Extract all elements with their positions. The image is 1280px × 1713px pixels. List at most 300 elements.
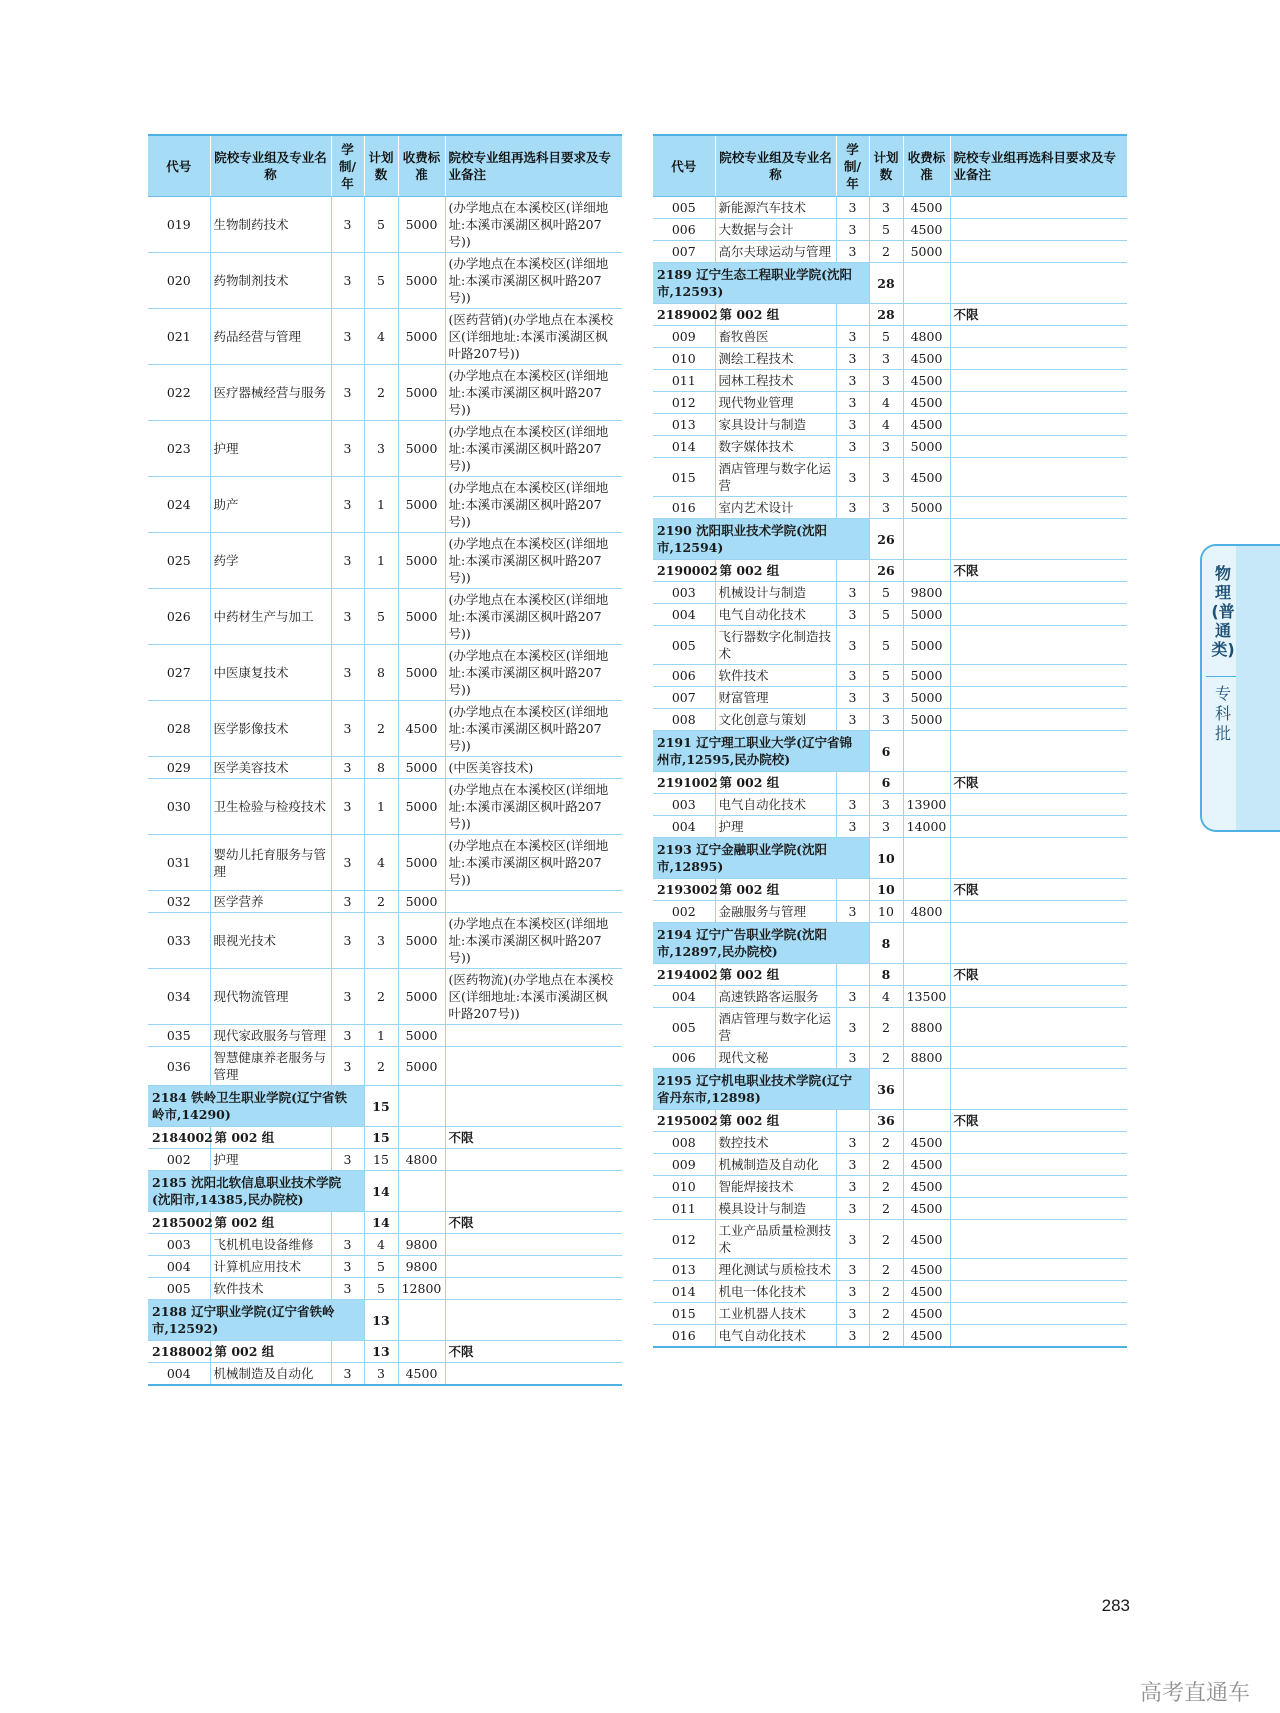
plan-count: 3 bbox=[364, 913, 398, 969]
tuition-fee: 5000 bbox=[903, 687, 950, 709]
empty-cell bbox=[903, 731, 950, 772]
table-row bbox=[148, 533, 622, 589]
major-code: 003 bbox=[148, 1234, 210, 1256]
study-years: 3 bbox=[836, 1259, 869, 1281]
study-years: 3 bbox=[331, 1278, 364, 1300]
empty-cell bbox=[445, 1086, 622, 1127]
major-code: 005 bbox=[653, 197, 715, 219]
major-code: 011 bbox=[653, 370, 715, 392]
table-row bbox=[653, 709, 1127, 731]
major-name: 药品经营与管理 bbox=[210, 309, 331, 365]
subject-requirement: 不限 bbox=[445, 1127, 622, 1149]
study-years: 3 bbox=[836, 1008, 869, 1047]
plan-count: 2 bbox=[869, 1198, 903, 1220]
major-name: 护理 bbox=[715, 816, 836, 838]
plan-count: 5 bbox=[364, 253, 398, 309]
major-code: 027 bbox=[148, 645, 210, 701]
tuition-fee: 4500 bbox=[903, 1325, 950, 1348]
major-code: 011 bbox=[653, 1198, 715, 1220]
group-name: 第 002 组 bbox=[715, 772, 836, 794]
major-note bbox=[950, 1325, 1127, 1348]
school-row bbox=[148, 1171, 622, 1212]
plan-count: 10 bbox=[869, 901, 903, 923]
major-note bbox=[950, 1281, 1127, 1303]
study-years: 3 bbox=[836, 1325, 869, 1348]
tuition-fee: 4500 bbox=[903, 1198, 950, 1220]
school-row bbox=[148, 1086, 622, 1127]
major-note bbox=[950, 1008, 1127, 1047]
major-note: (办学地点在本溪校区(详细地址:本溪市溪湖区枫叶路207号)) bbox=[445, 589, 622, 645]
major-name: 酒店管理与数字化运营 bbox=[715, 1008, 836, 1047]
group-row bbox=[148, 1341, 622, 1363]
major-code: 023 bbox=[148, 421, 210, 477]
study-years: 3 bbox=[331, 913, 364, 969]
plan-count: 8 bbox=[869, 964, 903, 986]
study-years: 3 bbox=[836, 219, 869, 241]
major-note bbox=[445, 891, 622, 913]
empty-cell bbox=[950, 838, 1127, 879]
empty-cell bbox=[903, 519, 950, 560]
empty-cell bbox=[398, 1212, 445, 1234]
major-code: 005 bbox=[653, 626, 715, 665]
plan-count: 5 bbox=[869, 582, 903, 604]
major-note: (中医美容技术) bbox=[445, 757, 622, 779]
major-note: (办学地点在本溪校区(详细地址:本溪市溪湖区枫叶路207号)) bbox=[445, 477, 622, 533]
major-note bbox=[950, 709, 1127, 731]
major-code: 032 bbox=[148, 891, 210, 913]
major-code: 024 bbox=[148, 477, 210, 533]
plan-count: 2 bbox=[364, 969, 398, 1025]
watermark-text: 高考直通车 bbox=[1139, 1681, 1250, 1706]
study-years: 3 bbox=[836, 197, 869, 219]
empty-cell bbox=[950, 519, 1127, 560]
side-tab-band bbox=[1236, 546, 1280, 830]
study-years: 3 bbox=[331, 253, 364, 309]
col-header-years: 学制/年 bbox=[331, 135, 364, 197]
subject-requirement: 不限 bbox=[445, 1341, 622, 1363]
major-name: 工业机器人技术 bbox=[715, 1303, 836, 1325]
empty-cell bbox=[950, 923, 1127, 964]
empty-cell bbox=[950, 263, 1127, 304]
plan-count: 2 bbox=[869, 1176, 903, 1198]
plan-count: 28 bbox=[869, 304, 903, 326]
tuition-fee: 4800 bbox=[398, 1149, 445, 1171]
table-row bbox=[148, 477, 622, 533]
table-row bbox=[653, 1259, 1127, 1281]
plan-count: 2 bbox=[869, 1325, 903, 1348]
plan-count: 36 bbox=[869, 1110, 903, 1132]
major-name: 软件技术 bbox=[715, 665, 836, 687]
tuition-fee: 4500 bbox=[903, 219, 950, 241]
plan-count: 3 bbox=[869, 370, 903, 392]
major-name: 助产 bbox=[210, 477, 331, 533]
major-note: (办学地点在本溪校区(详细地址:本溪市溪湖区枫叶路207号)) bbox=[445, 197, 622, 253]
tuition-fee: 4500 bbox=[903, 1176, 950, 1198]
group-row bbox=[653, 772, 1127, 794]
study-years: 3 bbox=[836, 604, 869, 626]
empty-cell bbox=[903, 964, 950, 986]
major-name: 高尔夫球运动与管理 bbox=[715, 241, 836, 263]
group-code: 2193002 bbox=[653, 879, 715, 901]
plan-count: 14 bbox=[364, 1212, 398, 1234]
plan-count: 4 bbox=[869, 986, 903, 1008]
major-name: 数控技术 bbox=[715, 1132, 836, 1154]
major-code: 005 bbox=[653, 1008, 715, 1047]
table-row bbox=[148, 757, 622, 779]
study-years: 3 bbox=[836, 414, 869, 436]
table-row bbox=[653, 370, 1127, 392]
tuition-fee: 4800 bbox=[903, 326, 950, 348]
major-code: 009 bbox=[653, 326, 715, 348]
major-name: 中医康复技术 bbox=[210, 645, 331, 701]
plan-count: 3 bbox=[869, 348, 903, 370]
tuition-fee: 9800 bbox=[903, 582, 950, 604]
plan-count: 5 bbox=[869, 626, 903, 665]
school-name: 2185 沈阳北软信息职业技术学院(沈阳市,14385,民办院校) bbox=[148, 1171, 364, 1212]
school-name: 2184 铁岭卫生职业学院(辽宁省铁岭市,14290) bbox=[148, 1086, 364, 1127]
tuition-fee: 9800 bbox=[398, 1234, 445, 1256]
major-name: 飞行器数字化制造技术 bbox=[715, 626, 836, 665]
major-note bbox=[445, 1149, 622, 1171]
major-note bbox=[950, 414, 1127, 436]
major-note bbox=[950, 436, 1127, 458]
major-code: 016 bbox=[653, 497, 715, 519]
major-code: 019 bbox=[148, 197, 210, 253]
study-years: 3 bbox=[836, 1154, 869, 1176]
group-name: 第 002 组 bbox=[210, 1127, 331, 1149]
major-code: 004 bbox=[653, 816, 715, 838]
study-years: 3 bbox=[836, 436, 869, 458]
major-name: 室内艺术设计 bbox=[715, 497, 836, 519]
major-note: (办学地点在本溪校区(详细地址:本溪市溪湖区枫叶路207号)) bbox=[445, 835, 622, 891]
major-code: 034 bbox=[148, 969, 210, 1025]
major-code: 035 bbox=[148, 1025, 210, 1047]
tuition-fee: 4500 bbox=[903, 1259, 950, 1281]
subject-requirement: 不限 bbox=[950, 772, 1127, 794]
study-years: 3 bbox=[836, 348, 869, 370]
major-code: 002 bbox=[148, 1149, 210, 1171]
empty-cell bbox=[398, 1341, 445, 1363]
plan-count: 15 bbox=[364, 1149, 398, 1171]
major-note bbox=[950, 582, 1127, 604]
major-code: 025 bbox=[148, 533, 210, 589]
major-note bbox=[950, 241, 1127, 263]
tuition-fee: 13500 bbox=[903, 986, 950, 1008]
subject-requirement: 不限 bbox=[950, 964, 1127, 986]
plan-count: 2 bbox=[869, 1281, 903, 1303]
table-row bbox=[148, 1278, 622, 1300]
study-years: 3 bbox=[836, 392, 869, 414]
tuition-fee: 5000 bbox=[398, 309, 445, 365]
col-header-name: 院校专业组及专业名称 bbox=[210, 135, 331, 197]
tuition-fee: 13900 bbox=[903, 794, 950, 816]
table-header-row bbox=[653, 135, 1127, 197]
study-years: 3 bbox=[331, 309, 364, 365]
major-note bbox=[950, 626, 1127, 665]
empty-cell bbox=[445, 1300, 622, 1341]
major-name: 飞机机电设备维修 bbox=[210, 1234, 331, 1256]
major-name: 金融服务与管理 bbox=[715, 901, 836, 923]
table-row bbox=[148, 309, 622, 365]
study-years: 3 bbox=[836, 1198, 869, 1220]
plan-count: 1 bbox=[364, 533, 398, 589]
major-name: 酒店管理与数字化运营 bbox=[715, 458, 836, 497]
plan-count: 2 bbox=[364, 365, 398, 421]
school-name: 2188 辽宁职业学院(辽宁省铁岭市,12592) bbox=[148, 1300, 364, 1341]
tuition-fee: 5000 bbox=[398, 533, 445, 589]
major-name: 新能源汽车技术 bbox=[715, 197, 836, 219]
major-code: 008 bbox=[653, 1132, 715, 1154]
group-row bbox=[653, 879, 1127, 901]
major-note bbox=[950, 1198, 1127, 1220]
study-years: 3 bbox=[331, 1149, 364, 1171]
table-row bbox=[653, 1176, 1127, 1198]
tuition-fee: 14000 bbox=[903, 816, 950, 838]
empty-cell bbox=[903, 304, 950, 326]
study-years: 3 bbox=[331, 197, 364, 253]
page-number: 283 bbox=[1101, 1596, 1130, 1615]
table-row bbox=[653, 901, 1127, 923]
empty-cell bbox=[836, 772, 869, 794]
table-row bbox=[148, 1363, 622, 1386]
table-row bbox=[653, 1154, 1127, 1176]
tuition-fee: 4500 bbox=[903, 197, 950, 219]
major-code: 003 bbox=[653, 794, 715, 816]
table-row bbox=[653, 687, 1127, 709]
table-row bbox=[148, 835, 622, 891]
col-header-fee: 收费标准 bbox=[903, 135, 950, 197]
major-name: 计算机应用技术 bbox=[210, 1256, 331, 1278]
table-row bbox=[653, 604, 1127, 626]
school-row bbox=[653, 519, 1127, 560]
table-row bbox=[653, 986, 1127, 1008]
major-name: 电气自动化技术 bbox=[715, 794, 836, 816]
major-code: 014 bbox=[653, 436, 715, 458]
school-name: 2194 辽宁广告职业学院(沈阳市,12897,民办院校) bbox=[653, 923, 869, 964]
plan-count: 5 bbox=[869, 604, 903, 626]
plan-count: 8 bbox=[364, 645, 398, 701]
plan-count: 1 bbox=[364, 1025, 398, 1047]
tuition-fee: 5000 bbox=[398, 253, 445, 309]
plan-count: 26 bbox=[869, 560, 903, 582]
study-years: 3 bbox=[331, 477, 364, 533]
tuition-fee: 5000 bbox=[398, 969, 445, 1025]
major-code: 015 bbox=[653, 1303, 715, 1325]
major-note: (办学地点在本溪校区(详细地址:本溪市溪湖区枫叶路207号)) bbox=[445, 645, 622, 701]
plan-count: 1 bbox=[364, 477, 398, 533]
plan-count: 2 bbox=[364, 1047, 398, 1086]
major-name: 软件技术 bbox=[210, 1278, 331, 1300]
plan-count: 6 bbox=[869, 772, 903, 794]
group-name: 第 002 组 bbox=[210, 1212, 331, 1234]
major-name: 模具设计与制造 bbox=[715, 1198, 836, 1220]
empty-cell bbox=[903, 879, 950, 901]
table-row bbox=[148, 253, 622, 309]
major-code: 004 bbox=[653, 604, 715, 626]
major-note bbox=[445, 1278, 622, 1300]
major-note bbox=[950, 392, 1127, 414]
table-row bbox=[653, 348, 1127, 370]
tuition-fee: 8800 bbox=[903, 1047, 950, 1069]
admission-table-left bbox=[148, 134, 622, 1386]
empty-cell bbox=[903, 1110, 950, 1132]
plan-count: 3 bbox=[364, 1363, 398, 1386]
group-name: 第 002 组 bbox=[210, 1341, 331, 1363]
study-years: 3 bbox=[836, 1281, 869, 1303]
empty-cell bbox=[836, 1110, 869, 1132]
study-years: 3 bbox=[836, 794, 869, 816]
plan-count: 3 bbox=[869, 709, 903, 731]
tuition-fee: 12800 bbox=[398, 1278, 445, 1300]
plan-count: 5 bbox=[869, 326, 903, 348]
study-years: 3 bbox=[331, 757, 364, 779]
plan-count: 2 bbox=[364, 891, 398, 913]
table-row bbox=[653, 1047, 1127, 1069]
major-note bbox=[950, 1220, 1127, 1259]
table-row bbox=[653, 1008, 1127, 1047]
col-header-requirements: 院校专业组再选科目要求及专业备注 bbox=[950, 135, 1127, 197]
major-name: 机械制造及自动化 bbox=[715, 1154, 836, 1176]
plan-count: 3 bbox=[869, 816, 903, 838]
table-row bbox=[653, 1281, 1127, 1303]
study-years: 3 bbox=[836, 986, 869, 1008]
major-name: 婴幼儿托育服务与管理 bbox=[210, 835, 331, 891]
tuition-fee: 5000 bbox=[398, 645, 445, 701]
major-name: 财富管理 bbox=[715, 687, 836, 709]
empty-cell bbox=[445, 1171, 622, 1212]
table-row bbox=[653, 392, 1127, 414]
study-years: 3 bbox=[331, 1256, 364, 1278]
school-name: 2193 辽宁金融职业学院(沈阳市,12895) bbox=[653, 838, 869, 879]
study-years: 3 bbox=[836, 816, 869, 838]
plan-count: 1 bbox=[364, 779, 398, 835]
table-row bbox=[653, 1132, 1127, 1154]
plan-count: 5 bbox=[364, 1278, 398, 1300]
study-years: 3 bbox=[836, 497, 869, 519]
major-code: 009 bbox=[653, 1154, 715, 1176]
school-row bbox=[653, 731, 1127, 772]
col-header-plan: 计划数 bbox=[869, 135, 903, 197]
empty-cell bbox=[398, 1127, 445, 1149]
major-code: 007 bbox=[653, 687, 715, 709]
plan-count: 2 bbox=[869, 241, 903, 263]
study-years: 3 bbox=[331, 835, 364, 891]
study-years: 3 bbox=[331, 969, 364, 1025]
plan-count: 4 bbox=[869, 414, 903, 436]
study-years: 3 bbox=[331, 421, 364, 477]
major-code: 031 bbox=[148, 835, 210, 891]
major-code: 007 bbox=[653, 241, 715, 263]
major-note: (办学地点在本溪校区(详细地址:本溪市溪湖区枫叶路207号)) bbox=[445, 253, 622, 309]
tuition-fee: 8800 bbox=[903, 1008, 950, 1047]
major-name: 卫生检验与检疫技术 bbox=[210, 779, 331, 835]
subject-requirement: 不限 bbox=[950, 879, 1127, 901]
col-header-years: 学制/年 bbox=[836, 135, 869, 197]
major-note bbox=[950, 497, 1127, 519]
tuition-fee: 5000 bbox=[903, 709, 950, 731]
major-name: 园林工程技术 bbox=[715, 370, 836, 392]
major-code: 004 bbox=[148, 1363, 210, 1386]
col-header-requirements: 院校专业组再选科目要求及专业备注 bbox=[445, 135, 622, 197]
major-code: 012 bbox=[653, 392, 715, 414]
plan-count: 2 bbox=[364, 701, 398, 757]
tuition-fee: 5000 bbox=[398, 365, 445, 421]
major-code: 014 bbox=[653, 1281, 715, 1303]
tuition-fee: 5000 bbox=[398, 1025, 445, 1047]
tuition-fee: 4500 bbox=[903, 370, 950, 392]
plan-count: 2 bbox=[869, 1303, 903, 1325]
study-years: 3 bbox=[331, 365, 364, 421]
plan-count: 3 bbox=[869, 497, 903, 519]
group-code: 2190002 bbox=[653, 560, 715, 582]
major-code: 006 bbox=[653, 665, 715, 687]
major-code: 002 bbox=[653, 901, 715, 923]
major-note bbox=[950, 1154, 1127, 1176]
group-code: 2185002 bbox=[148, 1212, 210, 1234]
tuition-fee: 5000 bbox=[398, 757, 445, 779]
table-row bbox=[653, 582, 1127, 604]
school-row bbox=[653, 923, 1127, 964]
plan-count: 26 bbox=[869, 519, 903, 560]
tuition-fee: 5000 bbox=[398, 891, 445, 913]
table-row bbox=[653, 626, 1127, 665]
table-row bbox=[653, 794, 1127, 816]
major-name: 药物制剂技术 bbox=[210, 253, 331, 309]
study-years: 3 bbox=[331, 1025, 364, 1047]
plan-count: 8 bbox=[364, 757, 398, 779]
major-note bbox=[950, 458, 1127, 497]
major-code: 006 bbox=[653, 1047, 715, 1069]
study-years: 3 bbox=[331, 533, 364, 589]
empty-cell bbox=[950, 1069, 1127, 1110]
major-name: 电气自动化技术 bbox=[715, 604, 836, 626]
major-name: 护理 bbox=[210, 421, 331, 477]
empty-cell bbox=[836, 304, 869, 326]
school-row bbox=[653, 1069, 1127, 1110]
plan-count: 3 bbox=[869, 458, 903, 497]
major-code: 030 bbox=[148, 779, 210, 835]
major-note: (办学地点在本溪校区(详细地址:本溪市溪湖区枫叶路207号)) bbox=[445, 533, 622, 589]
plan-count: 3 bbox=[364, 421, 398, 477]
plan-count: 8 bbox=[869, 923, 903, 964]
major-note: (办学地点在本溪校区(详细地址:本溪市溪湖区枫叶路207号)) bbox=[445, 701, 622, 757]
major-code: 028 bbox=[148, 701, 210, 757]
table-row bbox=[653, 497, 1127, 519]
major-note bbox=[950, 794, 1127, 816]
plan-count: 10 bbox=[869, 879, 903, 901]
empty-cell bbox=[398, 1171, 445, 1212]
major-name: 文化创意与策划 bbox=[715, 709, 836, 731]
tuition-fee: 4500 bbox=[903, 392, 950, 414]
study-years: 3 bbox=[331, 1234, 364, 1256]
major-name: 眼视光技术 bbox=[210, 913, 331, 969]
major-name: 现代家政服务与管理 bbox=[210, 1025, 331, 1047]
table-row bbox=[148, 589, 622, 645]
study-years: 3 bbox=[331, 645, 364, 701]
major-name: 现代物业管理 bbox=[715, 392, 836, 414]
major-note bbox=[950, 1047, 1127, 1069]
plan-count: 28 bbox=[869, 263, 903, 304]
empty-cell bbox=[903, 560, 950, 582]
study-years: 3 bbox=[331, 1047, 364, 1086]
group-code: 2195002 bbox=[653, 1110, 715, 1132]
major-name: 生物制药技术 bbox=[210, 197, 331, 253]
major-code: 010 bbox=[653, 1176, 715, 1198]
tuition-fee: 5000 bbox=[398, 835, 445, 891]
empty-cell bbox=[398, 1300, 445, 1341]
major-name: 现代物流管理 bbox=[210, 969, 331, 1025]
major-name: 医学营养 bbox=[210, 891, 331, 913]
